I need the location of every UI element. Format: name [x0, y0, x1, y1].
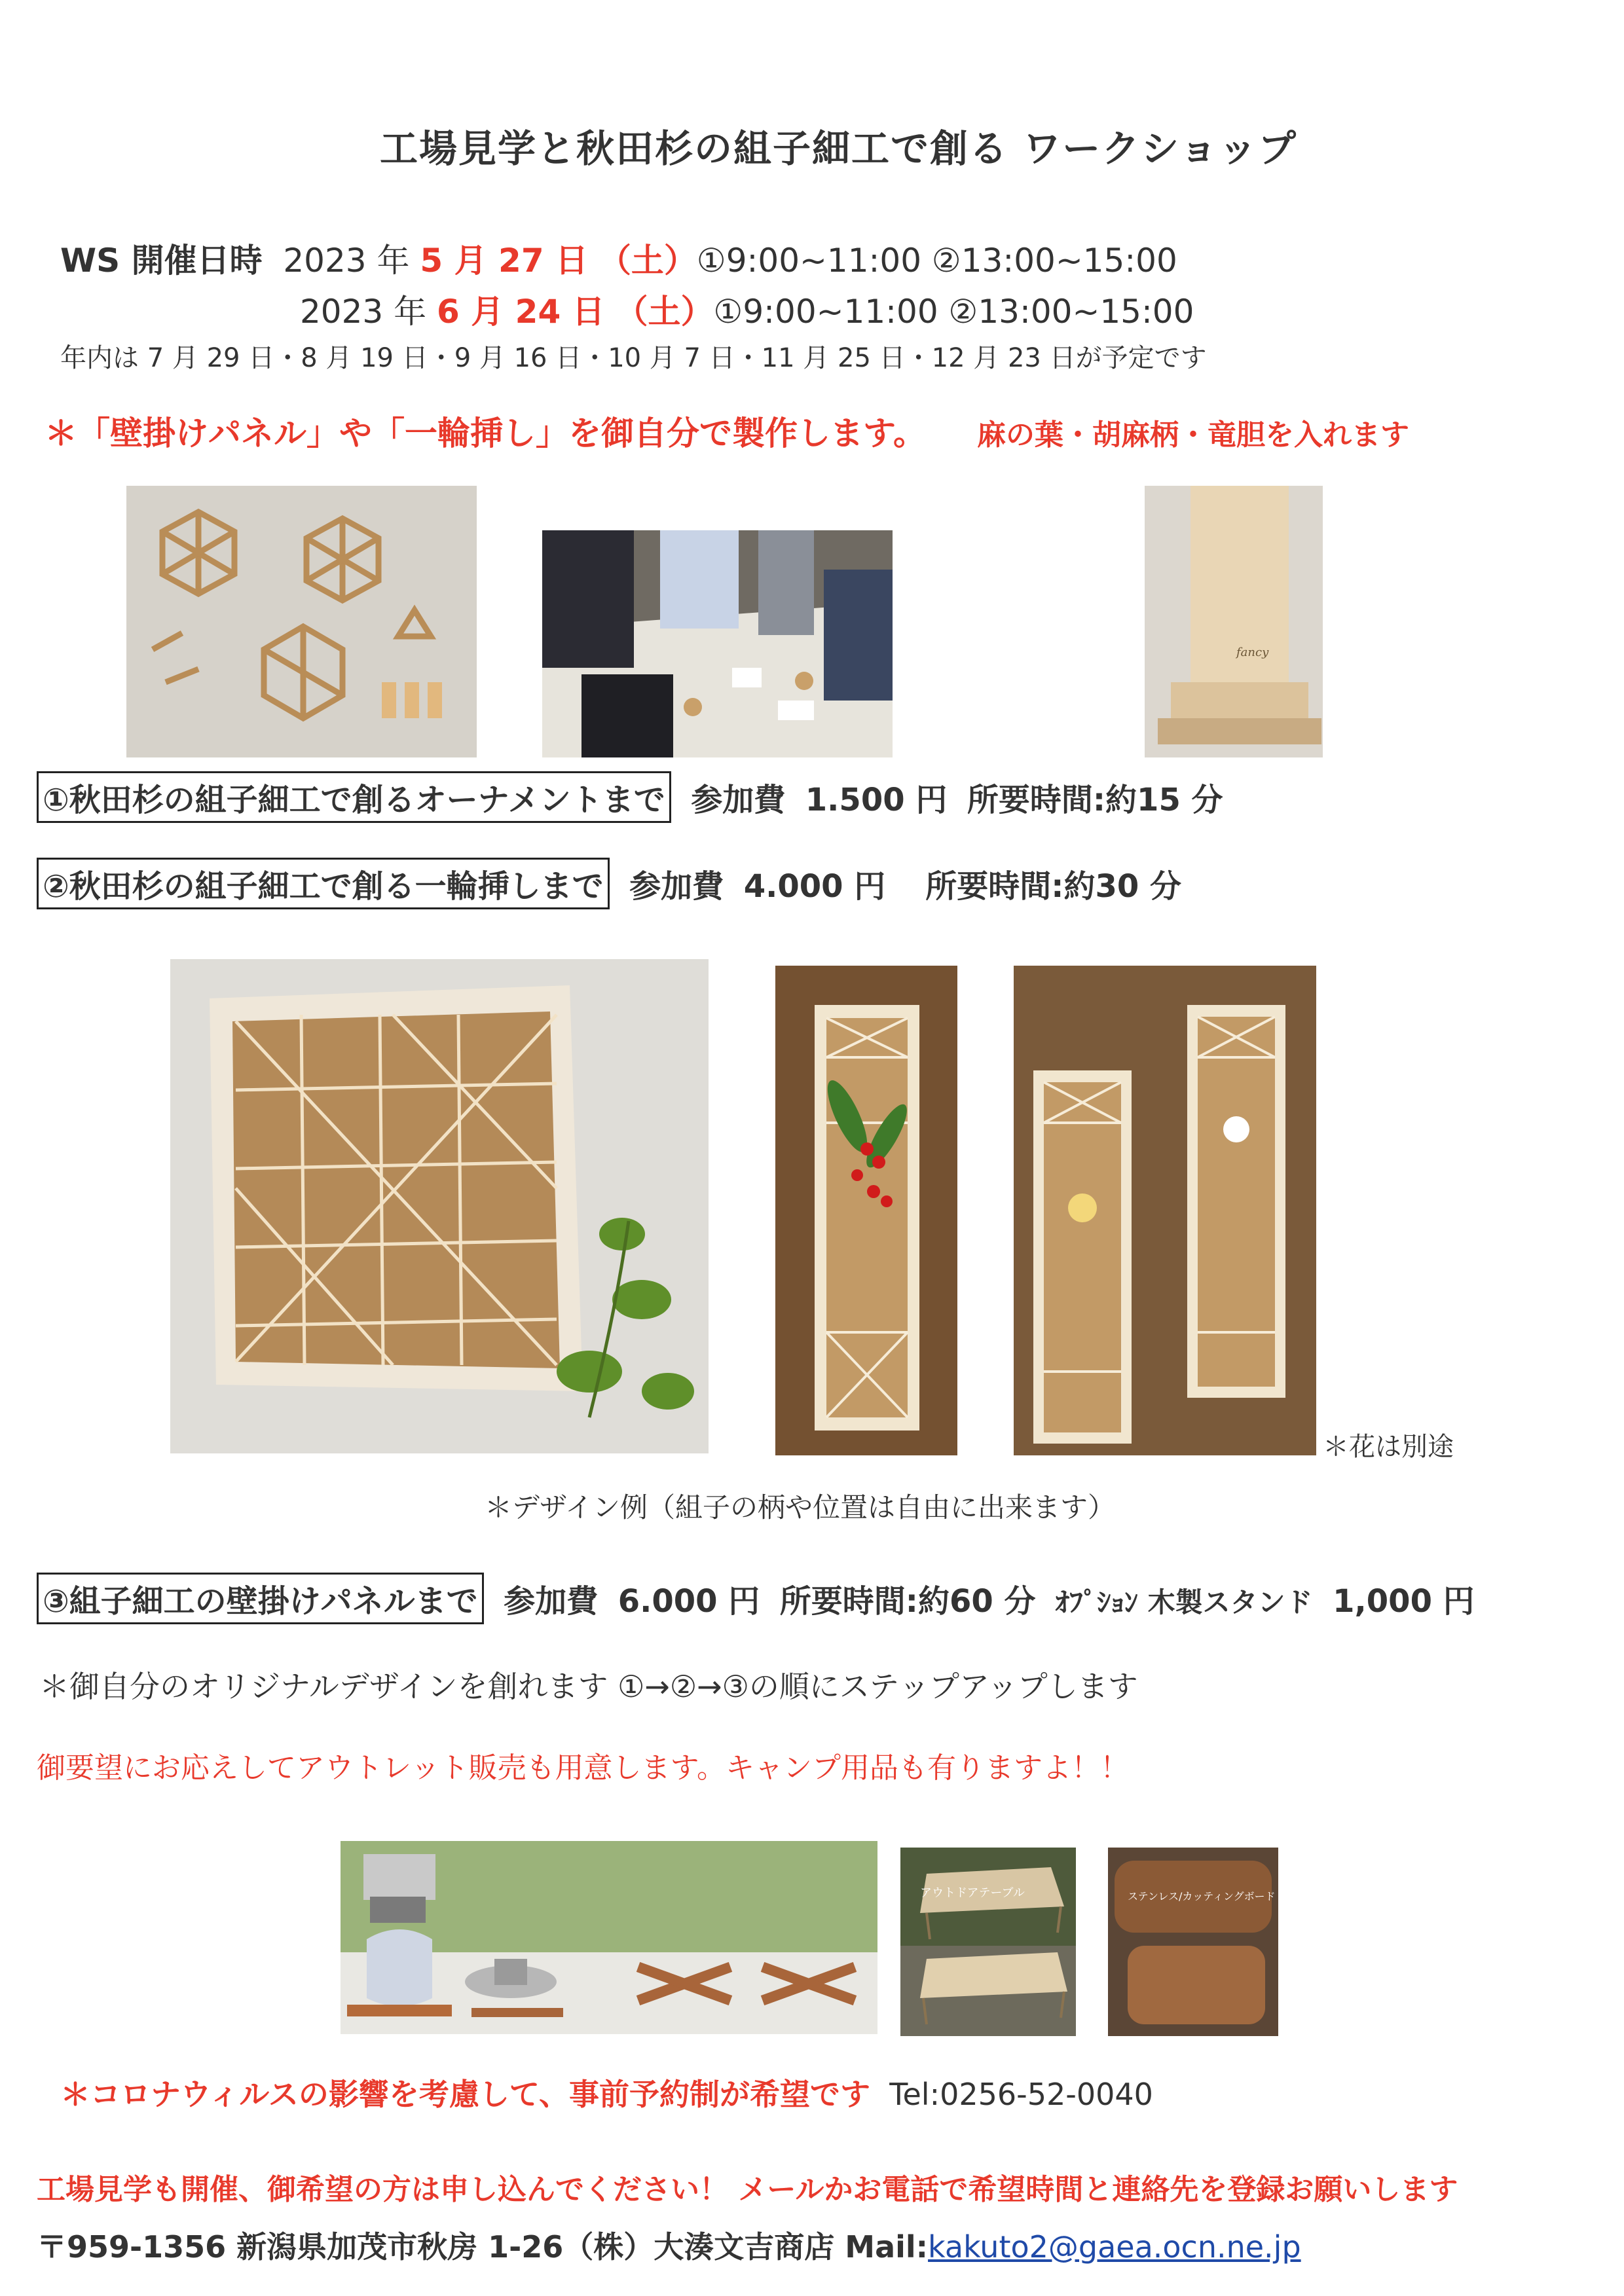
- wooden-stand-photo: [1145, 486, 1323, 757]
- course-3-name: ③組子細工の壁掛けパネルまで: [37, 1573, 484, 1624]
- course-2: [37, 858, 1181, 909]
- schedule-line-2: [300, 285, 1194, 333]
- course-2-fee-label: 参加費: [629, 868, 724, 905]
- course-1-name: ①秋田杉の組子細工で創るオーナメントまで: [37, 771, 671, 823]
- page-title: 工場見学と秋田杉の組子細工で創る ワークショップ: [380, 126, 1298, 171]
- intro-main: ＊「壁掛けパネル」や「一輪挿し」を御自分で製作します。: [45, 414, 926, 452]
- kumiko-ornament-photo: [126, 486, 477, 757]
- original-design-note: ＊御自分のオリジナルデザインを創れます ①→②→③の順にステップアップします: [39, 1669, 1138, 1704]
- corona-note: ＊コロナウィルスの影響を考慮して、事前予約制が希望です: [60, 2077, 870, 2112]
- email-link[interactable]: kakuto2@gaea.ocn.ne.jp: [928, 2229, 1301, 2265]
- date1-day-of-week: （土）: [598, 242, 697, 280]
- footer-address: 〒959-1356 新潟県加茂市秋房 1-26（株）大湊文吉商店 Mail:: [37, 2229, 929, 2265]
- design-example-note: ＊デザイン例（組子の柄や位置は自由に出来ます）: [485, 1491, 1116, 1523]
- course-2-fee: 4.000 円: [743, 868, 886, 905]
- wall-panel-photo: [170, 959, 709, 1453]
- tel-number: Tel:0256-52-0040: [889, 2077, 1153, 2112]
- camping-goods-photo: [341, 1841, 877, 2034]
- single-vase-panel-photo: [775, 966, 957, 1455]
- date2-year: 2023 年: [300, 293, 427, 331]
- schedule-label: WS 開催日時: [60, 242, 263, 280]
- schedule-line-1: [60, 234, 1177, 282]
- course-3-option-label: ｵﾌﾟｼｮﾝ 木製スタンド: [1056, 1586, 1313, 1618]
- outlet-note: 御要望にお応えしてアウトレット販売も用意します。キャンプ用品も有りますよ！！: [37, 1751, 1130, 1785]
- corona-line: [60, 2071, 1153, 2114]
- course-2-time-label: 所要時間:約: [925, 868, 1096, 905]
- date2-day-of-week: （土）: [615, 293, 714, 331]
- course-1-time: 15 分: [1137, 782, 1223, 818]
- date1-month-day: 5 月 27 日: [420, 242, 589, 280]
- upcoming-dates: 年内は 7 月 29 日・8 月 19 日・9 月 16 日・10 月 7 日・11 月 25 日・12 月 23 日が予定です: [60, 343, 1207, 373]
- course-3-fee: 6.000 円: [618, 1583, 760, 1620]
- flowers-note: ＊花は別途: [1323, 1432, 1454, 1462]
- course-1-fee: 1.500 円: [805, 782, 948, 818]
- cutting-board-photo: [1108, 1848, 1278, 2036]
- course-1: [37, 771, 1223, 823]
- course-3-fee-label: 参加費: [504, 1583, 599, 1620]
- footer-contact: [37, 2223, 1301, 2267]
- date1-slots: ①9:00~11:00 ②13:00~15:00: [696, 242, 1177, 280]
- workshop-participants-photo: [542, 530, 893, 757]
- course-2-time: 30 分: [1095, 868, 1181, 905]
- date2-month-day: 6 月 24 日: [437, 293, 605, 331]
- course-2-name: ②秋田杉の組子細工で創る一輪挿しまで: [37, 858, 610, 909]
- course-3-time-label: 所要時間:約: [779, 1583, 950, 1620]
- svg-text:fancy: fancy: [1236, 646, 1269, 659]
- course-1-fee-label: 参加費: [691, 782, 786, 818]
- course-1-time-label: 所要時間:約: [967, 782, 1137, 818]
- cutting-board-label: ステンレス/カッティングボード: [1128, 1890, 1276, 1903]
- outdoor-table-label: アウトドアテーブル: [920, 1886, 1025, 1900]
- intro-patterns: 麻の葉・胡麻柄・竜胆を入れます: [977, 418, 1409, 452]
- date2-slots: ①9:00~11:00 ②13:00~15:00: [713, 293, 1194, 331]
- course-3: [37, 1573, 1475, 1624]
- outdoor-table-photo: [900, 1848, 1076, 2036]
- date1-year: 2023 年: [283, 242, 410, 280]
- factory-tour-note: 工場見学も開催、御希望の方は申し込んでください！ メールかお電話で希望時間と連絡先を登録お願いします: [37, 2173, 1458, 2206]
- course-3-option-fee: 1,000 円: [1333, 1583, 1475, 1620]
- course-3-time: 60 分: [949, 1583, 1036, 1620]
- two-vase-panels-photo: [1014, 966, 1316, 1455]
